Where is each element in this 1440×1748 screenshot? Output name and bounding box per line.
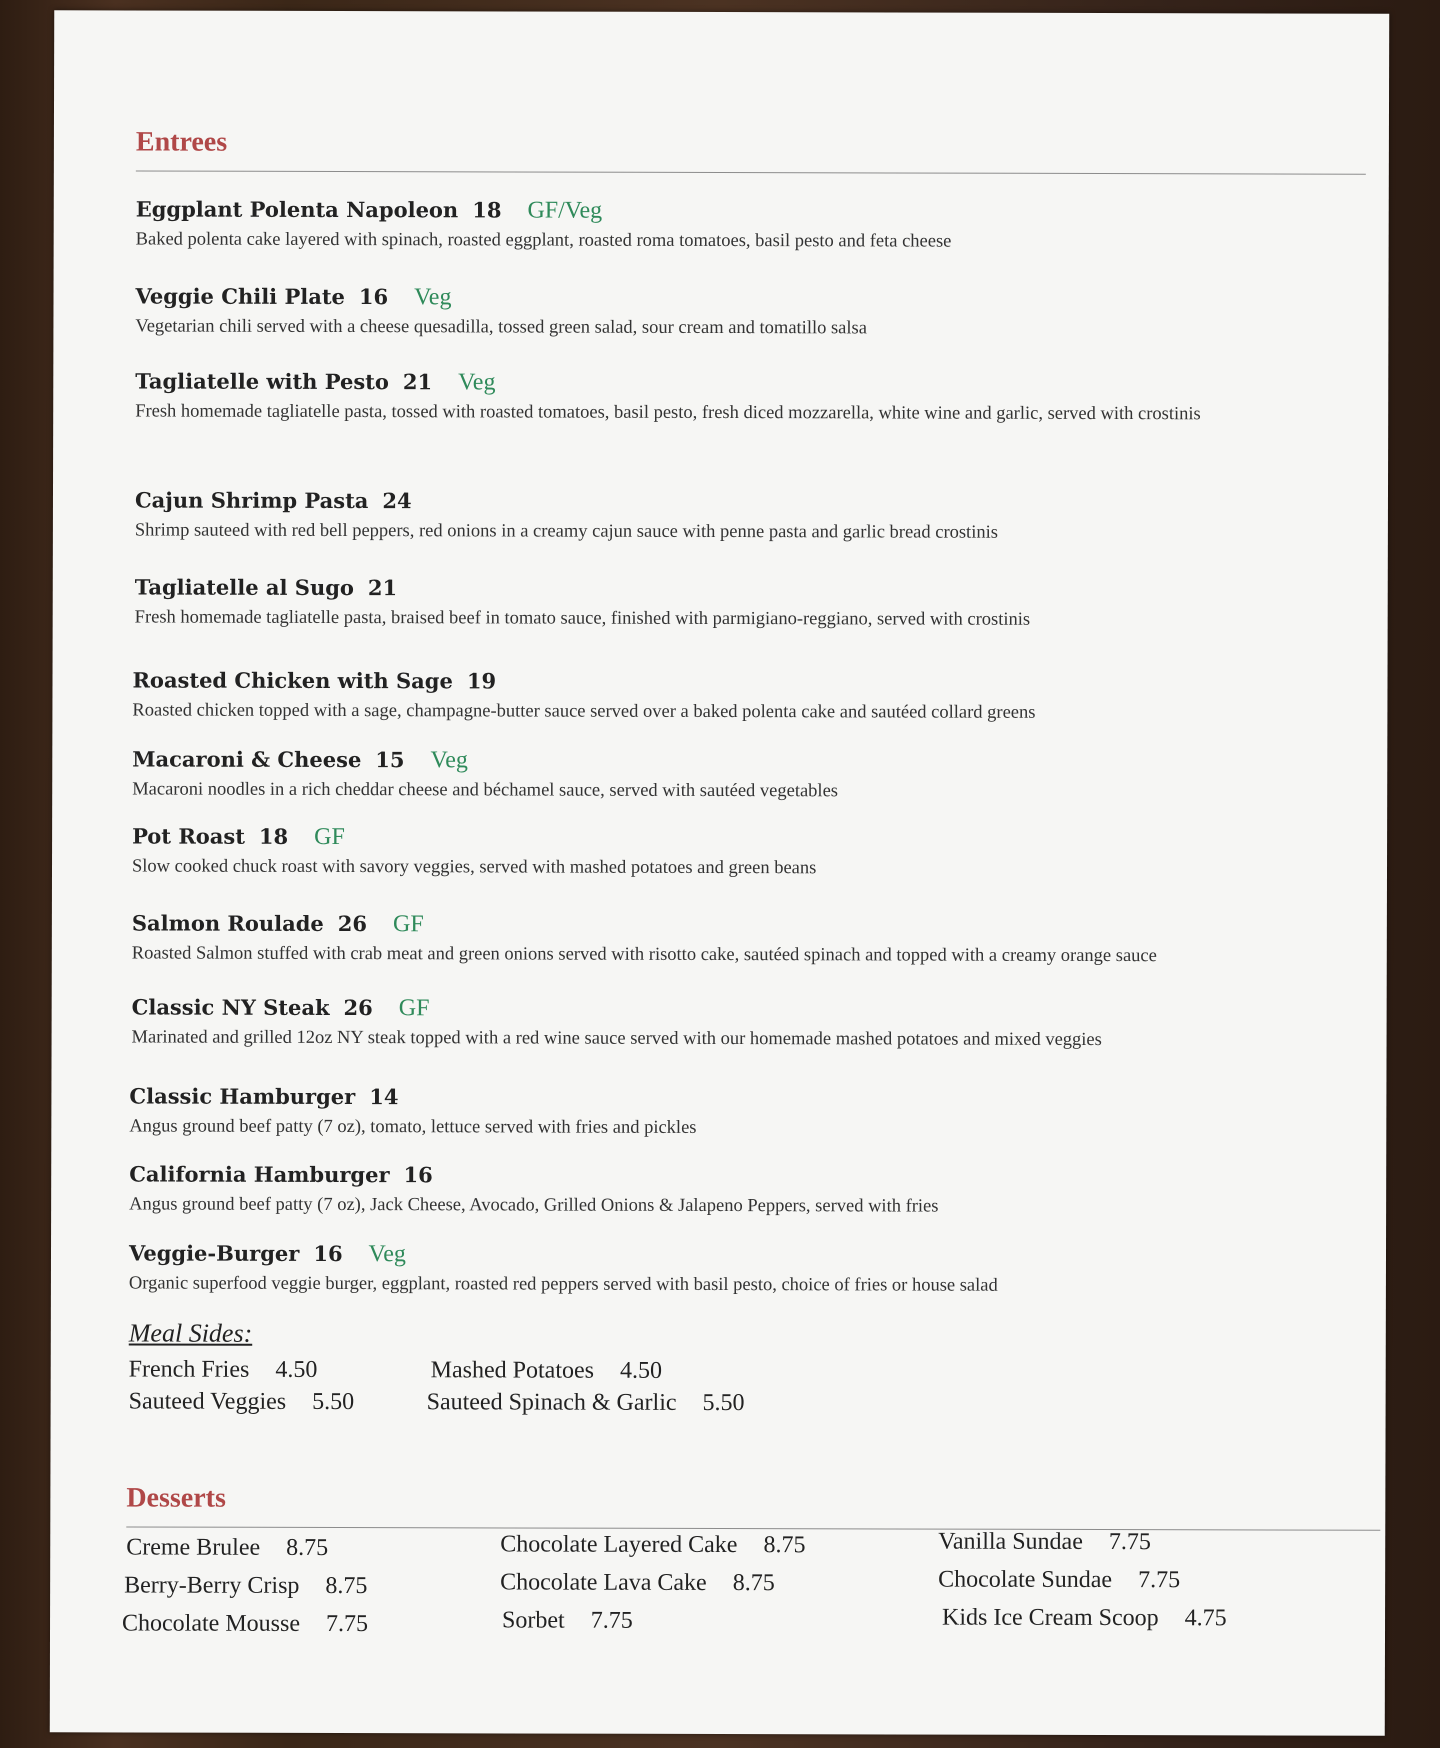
entree-heading <box>132 910 1332 939</box>
entree-description: Macaroni noodles in a rich cheddar cheese and béchamel sauce, served with sautéed vegetables <box>132 779 839 802</box>
entree-name: California Hamburger <box>129 1161 390 1188</box>
entree-item <box>132 667 1332 728</box>
entree-description: Angus ground beef patty (7 oz), tomato, lettuce served with fries and pickles <box>129 1116 697 1138</box>
entree-description: Organic superfood veggie burger, eggplant, roasted red peppers served with basil pesto, choice of fries or house salad <box>128 1273 998 1296</box>
entree-description: Shrimp sauteed with red bell peppers, red onions in a creamy cajun sauce with penne pasta and garlic bread crostinis <box>134 520 998 543</box>
side-item <box>129 1388 355 1416</box>
dessert-item <box>126 1534 328 1562</box>
entree-heading <box>132 994 1332 1023</box>
entree-price: 26 <box>337 911 368 937</box>
entree-item <box>132 910 1332 971</box>
dessert-item-name: Creme Brulee <box>126 1534 261 1561</box>
entree-description: Roasted chicken topped with a sage, champagne-butter sauce served over a baked polenta cake and sautéed collard greens <box>132 700 1036 723</box>
side-item-name: French Fries <box>128 1356 250 1383</box>
entree-heading <box>132 746 1332 775</box>
side-item <box>427 1389 745 1417</box>
entree-name: Veggie Chili Plate <box>135 283 345 310</box>
entree-price: 16 <box>313 1240 343 1267</box>
side-item-name: Sauteed Spinach & Garlic <box>426 1389 677 1416</box>
entree-item <box>135 283 1335 344</box>
dietary-tag: Veg <box>368 1241 406 1268</box>
entree-description: Slow cooked chuck roast with savory veggies, served with mashed potatoes and green beans <box>131 856 817 879</box>
entree-price: 21 <box>402 369 433 395</box>
entree-item <box>136 196 1336 257</box>
entree-name: Veggie-Burger <box>128 1240 300 1266</box>
dessert-item-price: 7.75 <box>590 1607 633 1634</box>
entree-price: 18 <box>258 823 289 849</box>
dietary-tag: GF <box>398 995 430 1022</box>
desserts-title: Desserts <box>126 1482 226 1514</box>
side-item-name: Mashed Potatoes <box>430 1357 595 1384</box>
dietary-tag: Veg <box>414 284 452 311</box>
entree-heading <box>135 283 1335 312</box>
dessert-item-price: 7.75 <box>325 1610 369 1638</box>
side-item-price: 4.50 <box>275 1356 318 1383</box>
entree-heading <box>129 1161 1329 1190</box>
entree-heading <box>135 574 1335 603</box>
dessert-item <box>122 1610 368 1638</box>
side-item <box>129 1356 318 1383</box>
side-item-price: 5.50 <box>312 1388 355 1416</box>
entree-description: Fresh homemade tagliatelle pasta, tossed with roasted tomatoes, basil pesto, fresh diced mozzarella, white wine and garlic, served with crostinis <box>135 401 1201 425</box>
entree-price: 16 <box>403 1162 433 1188</box>
entree-price: 21 <box>367 575 398 601</box>
entrees-title: Entrees <box>135 126 228 158</box>
entree-description: Baked polenta cake layered with spinach, roasted eggplant, roasted roma tomatoes, basil pesto and feta cheese <box>135 229 952 252</box>
entree-price: 19 <box>466 668 497 694</box>
entree-name: Classic Hamburger <box>129 1083 356 1110</box>
side-item <box>431 1357 662 1385</box>
entree-heading <box>135 487 1335 516</box>
menu-page <box>50 10 1390 1735</box>
dessert-item-name: Chocolate Sundae <box>938 1566 1113 1594</box>
entree-item <box>132 746 1332 807</box>
entrees-divider <box>136 170 1366 174</box>
entree-description: Angus ground beef patty (7 oz), Jack Cheese, Avocado, Grilled Onions & Jalapeno Peppers, served with fries <box>129 1194 939 1217</box>
dessert-item-price: 8.75 <box>732 1570 775 1597</box>
entree-item <box>132 823 1332 884</box>
entree-heading <box>135 368 1335 397</box>
entree-item <box>135 574 1335 635</box>
entree-item <box>135 487 1335 548</box>
dessert-item-name: Kids Ice Cream Scoop <box>942 1604 1159 1632</box>
entree-description: Marinated and grilled 12oz NY steak topped with a red wine sauce served with our homemade mashed potatoes and mixed veggies <box>131 1027 1102 1051</box>
entree-item <box>129 1083 1329 1144</box>
dessert-item-name: Chocolate Layered Cake <box>500 1531 738 1559</box>
entree-item <box>129 1161 1329 1222</box>
dessert-item-name: Sorbet <box>502 1607 565 1634</box>
dietary-tag: GF <box>392 911 424 938</box>
dessert-item-price: 8.75 <box>763 1532 806 1559</box>
dietary-tag: GF/Veg <box>527 197 603 224</box>
dessert-item-name: Chocolate Mousse <box>121 1610 301 1637</box>
entree-price: 18 <box>472 197 502 223</box>
entree-heading <box>129 1083 1329 1112</box>
dessert-item-name: Chocolate Lava Cake <box>500 1569 707 1596</box>
entree-heading <box>132 823 1332 852</box>
entree-price: 26 <box>343 995 373 1021</box>
dessert-item <box>938 1567 1180 1595</box>
dessert-item <box>124 1572 367 1600</box>
dessert-item-price: 8.75 <box>325 1572 368 1600</box>
entree-name: Pot Roast <box>132 823 245 849</box>
dessert-item-price: 7.75 <box>1108 1529 1151 1556</box>
entree-item <box>132 994 1332 1055</box>
dessert-item <box>938 1529 1151 1557</box>
entree-name: Roasted Chicken with Sage <box>132 667 453 694</box>
dessert-item-price: 7.75 <box>1138 1567 1181 1594</box>
desserts-divider <box>126 1526 1380 1530</box>
entree-item <box>129 1240 1329 1301</box>
entree-name: Tagliatelle al Sugo <box>134 574 354 601</box>
entree-name: Tagliatelle with Pesto <box>135 368 389 395</box>
entree-name: Macaroni & Cheese <box>132 746 362 773</box>
entree-item <box>135 368 1335 429</box>
entree-description: Vegetarian chili served with a cheese quesadilla, tossed green salad, sour cream and tomatillo salsa <box>135 316 867 339</box>
dessert-item-name: Berry-Berry Crisp <box>124 1572 300 1599</box>
side-item-price: 4.50 <box>619 1357 663 1384</box>
dessert-item <box>500 1531 805 1559</box>
entree-heading <box>129 1240 1329 1269</box>
meal-sides-title: Meal Sides: <box>128 1318 253 1348</box>
dessert-item-price: 8.75 <box>286 1534 329 1561</box>
entree-price: 15 <box>375 747 405 773</box>
dietary-tag: Veg <box>430 747 468 774</box>
entree-name: Salmon Roulade <box>131 910 324 936</box>
entree-price: 24 <box>382 488 412 514</box>
dessert-item-price: 4.75 <box>1184 1605 1227 1632</box>
entree-name: Eggplant Polenta Napoleon <box>135 196 459 223</box>
entree-name: Cajun Shrimp Pasta <box>134 487 369 514</box>
dietary-tag: GF <box>314 823 345 851</box>
dessert-item <box>942 1605 1227 1633</box>
entree-heading <box>132 667 1332 696</box>
entree-price: 16 <box>358 284 389 310</box>
side-item-name: Sauteed Veggies <box>128 1388 287 1415</box>
dessert-item <box>502 1607 633 1634</box>
entree-heading <box>136 196 1336 225</box>
entree-price: 14 <box>369 1084 399 1110</box>
dietary-tag: Veg <box>458 369 496 396</box>
entree-description: Fresh homemade tagliatelle pasta, braised beef in tomato sauce, finished with parmigiano-reggiano, served with crostinis <box>134 607 1031 630</box>
entree-description: Roasted Salmon stuffed with crab meat and green onions served with risotto cake, sautéed spinach and topped with a creamy orange sauce <box>131 943 1157 967</box>
dessert-item <box>500 1569 775 1597</box>
dessert-item-name: Vanilla Sundae <box>938 1528 1083 1555</box>
entree-name: Classic NY Steak <box>131 994 330 1020</box>
side-item-price: 5.50 <box>702 1389 745 1417</box>
